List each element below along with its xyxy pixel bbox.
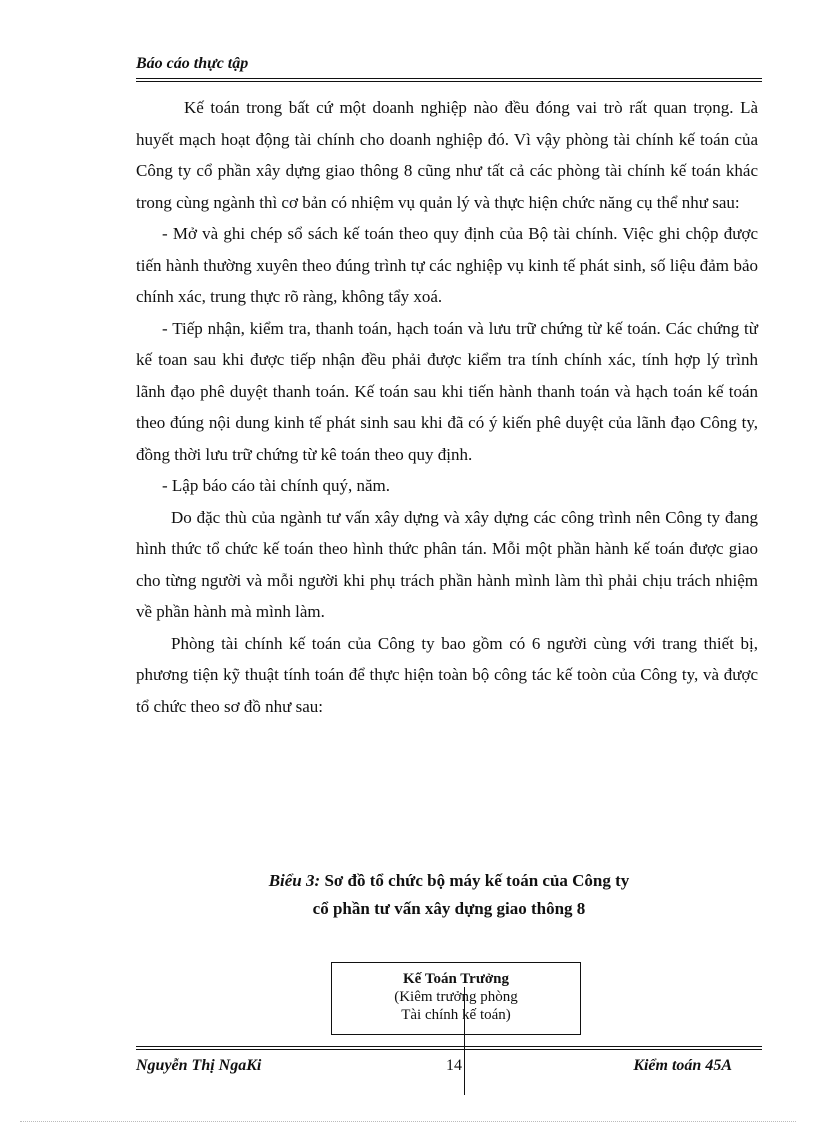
page-edge-divider [20, 1121, 796, 1122]
footer-rule-top [136, 1046, 762, 1047]
box-subtitle-2: Tài chính kế toán) [401, 1007, 511, 1023]
paragraph-intro: Kế toán trong bất cứ một doanh nghiệp nào đều đóng vai trò rất quan trọng. Là huyết mạch hoạt động tài chính cho doanh nghiệp đó. Vì vậy phòng tài chính kế toán của Công ty cổ phần xây dựng giao thông 8 cũng như tất cả các phòng tài chính kế toán khác trong cùng ngành thì cơ bản có nhiệm vụ quản lý và thực hiện chức năng cụ thể như sau: [136, 98, 758, 212]
paragraph-bullet-2: - Tiếp nhận, kiểm tra, thanh toán, hạch toán và lưu trữ chứng từ kế toán. Các chứng từ kế toan sau khi được tiếp nhận đều phải được kiểm tra tính chính xác, tính hợp lý trình lãnh đạo phê duyệt thanh toán. Kế toán sau khi tiến hành thanh toán và hạch toán kế toán theo đúng nội dung kinh tế phát sinh sau khi đã có ý kiến phê duyệt của lãnh đạo Công ty, đồng thời lưu trữ chứng từ kê toán theo quy định. [136, 318, 758, 464]
caption-title: Sơ đồ tổ chức bộ máy kế toán của Công ty [324, 871, 630, 890]
chief-accountant-box [331, 962, 581, 1035]
report-title: Báo cáo thực tập [136, 55, 249, 72]
caption-label: Biểu 3: [268, 871, 321, 890]
figure-caption [136, 867, 762, 923]
header-rule-bottom [136, 81, 762, 82]
body-text [136, 92, 758, 722]
page-header [136, 55, 762, 73]
paragraph-organization: Do đặc thù của ngành tư vấn xây dựng và xây dựng các công trình nên Công ty đang hình thức tổ chức kế toán theo hình thức phân tán. Mỗi một phần hành kế toán được giao cho từng người và mỗi người khi phụ trách phần hành mình làm thì phải chịu trách nhiệm về phần hành mà mình làm. [136, 507, 758, 621]
caption-line-1 [136, 867, 762, 895]
caption-line-2: cổ phần tư vấn xây dựng giao thông 8 [312, 899, 586, 918]
footer-author: Nguyễn Thị NgaKi [136, 1057, 262, 1074]
paragraph-bullet-3: - Lập báo cáo tài chính quý, năm. [162, 476, 391, 495]
paragraph-bullet-1: - Mở và ghi chép sổ sách kế toán theo quy định của Bộ tài chính. Việc ghi chộp được tiến hành thường xuyên theo đúng trình tự các nghiệp vụ kinh tế phát sinh, số liệu đảm bảo chính xác, trung thực rõ ràng, không tẩy xoá. [136, 224, 758, 306]
footer-page-number: 14 [446, 1057, 462, 1074]
footer-rule-bottom [136, 1049, 762, 1050]
box-subtitle-1: (Kiêm trưởng phòng [394, 989, 518, 1005]
paragraph-staff: Phòng tài chính kế toán của Công ty bao gồm có 6 người cùng với trang thiết bị, phương tiện kỹ thuật tính toán để thực hiện toàn bộ công tác kế toòn của Công ty, và được tổ chức theo sơ đồ như sau: [136, 633, 758, 716]
box-title: Kế Toán Trưởng [403, 971, 509, 987]
org-chart-connector [464, 987, 465, 1095]
footer-course: Kiểm toán 45A [633, 1057, 732, 1074]
header-rule-top [136, 78, 762, 79]
